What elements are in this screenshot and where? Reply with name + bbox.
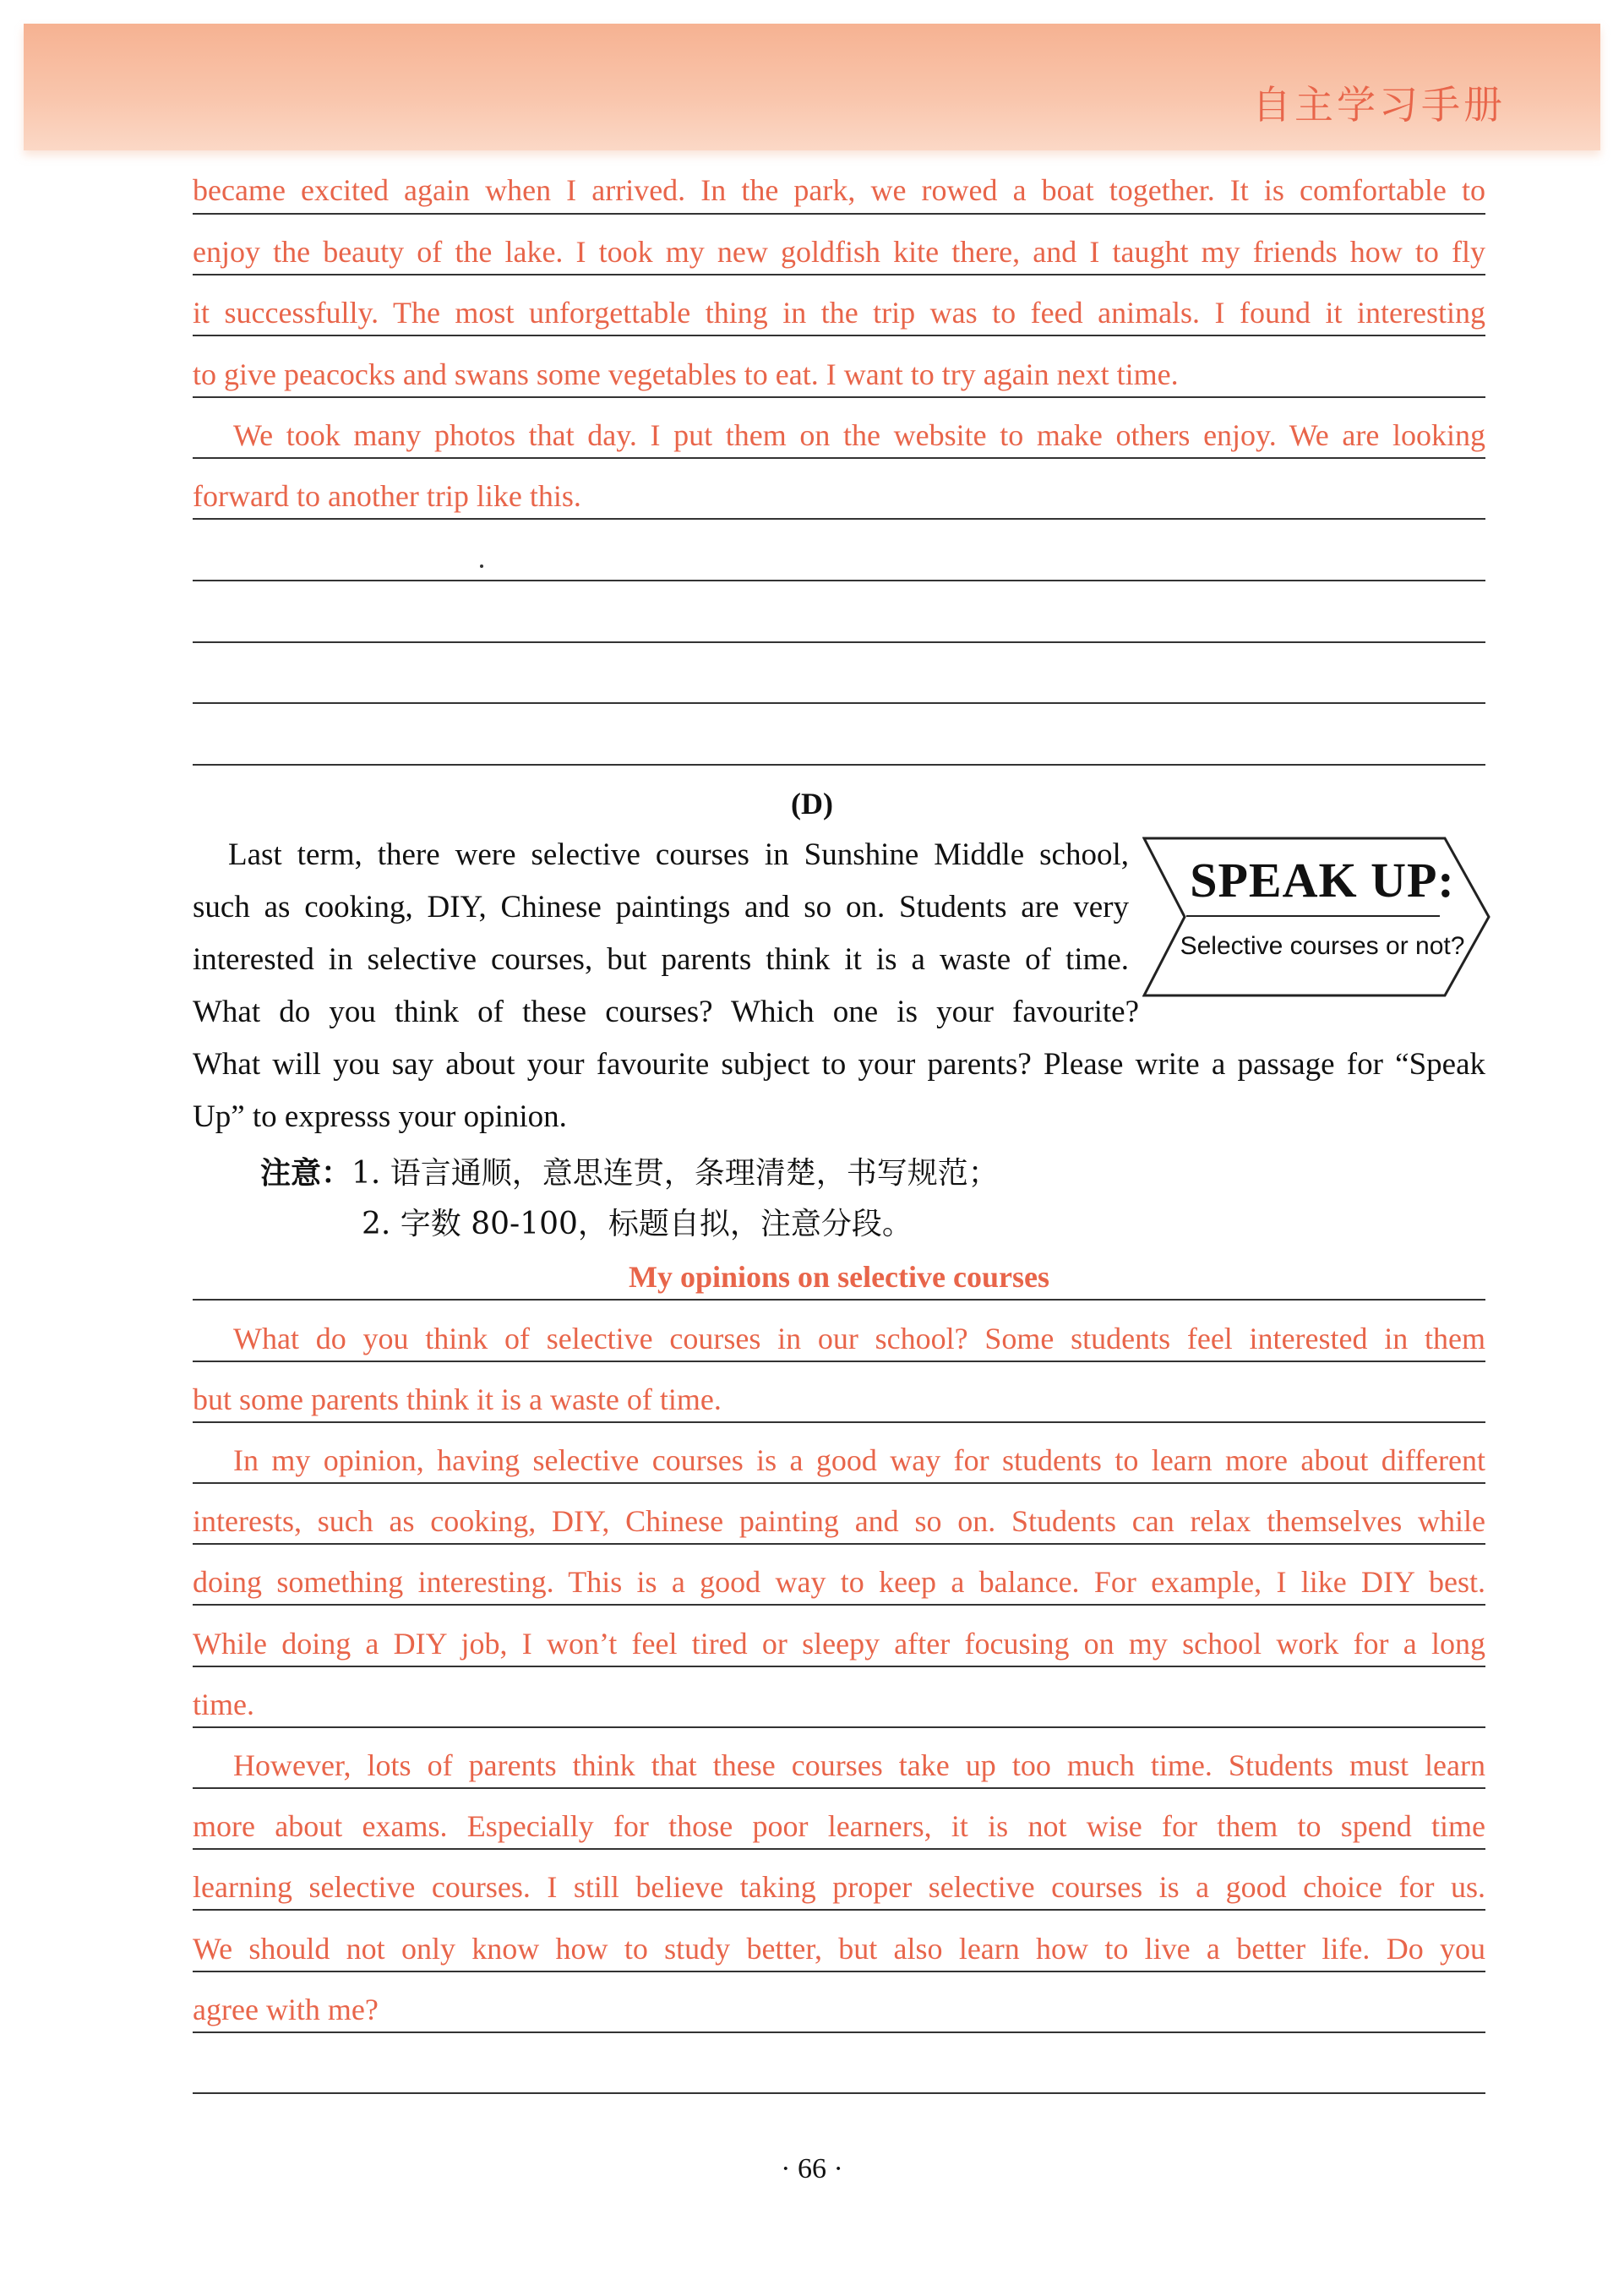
essay-d-line-1: What do you think of selective courses in our school? Some students feel interested in them — [233, 1322, 1485, 1355]
writing-line — [193, 274, 1485, 275]
writing-line — [193, 396, 1485, 398]
speak-up-title: SPEAK UP: — [1190, 853, 1455, 908]
notes-item-1: 1. 语言通顺，意思连贯，条理清楚，书写规范； — [352, 1156, 999, 1191]
writing-line — [193, 764, 1485, 766]
writing-line — [193, 641, 1485, 643]
writing-line — [193, 1361, 1485, 1362]
writing-line — [193, 335, 1485, 336]
essay-title: My opinions on selective courses — [629, 1260, 1049, 1294]
speak-up-subtitle: Selective courses or not? — [1180, 932, 1465, 960]
writing-line — [193, 2031, 1485, 2033]
writing-line — [193, 1482, 1485, 1484]
notes-line-1 — [260, 1149, 999, 1192]
writing-line — [193, 1299, 1485, 1301]
writing-line — [193, 1909, 1485, 1911]
writing-line — [193, 1787, 1485, 1789]
essay-d-line-6: While doing a DIY job, I won’t feel tired or sleepy after focusing on my school work for a long — [193, 1627, 1485, 1661]
writing-line — [193, 702, 1485, 704]
essay-c-line-3: it successfully. The most unforgettable thing in the trip was to feed animals. I found it interesting — [193, 296, 1485, 330]
writing-line — [193, 1726, 1485, 1728]
prompt-line-4: What do you think of these courses? Which one is your favourite? — [193, 995, 1139, 1029]
essay-d-line-5: doing something interesting. This is a good way to keep a balance. For example, I like DIY best. — [193, 1565, 1485, 1599]
essay-c-line-4: to give peacocks and swans some vegetables to eat. I want to try again next time. — [193, 357, 1179, 391]
handbook-title: 自主学习手册 — [1252, 82, 1506, 128]
essay-d-line-11: We should not only know how to study better, but also learn how to live a better life. Do you — [193, 1932, 1485, 1966]
writing-line — [193, 1971, 1485, 1972]
stray-mark — [480, 564, 483, 568]
writing-line — [193, 1421, 1485, 1423]
section-label: (D) — [791, 787, 833, 821]
essay-c-line-1: became excited again when I arrived. In the park, we rowed a boat together. It is comfortable to — [193, 173, 1485, 207]
writing-line — [193, 1848, 1485, 1850]
essay-d-line-7: time. — [193, 1688, 254, 1721]
prompt-line-6: Up” to expresss your opinion. — [193, 1099, 567, 1134]
essay-c-line-6: forward to another trip like this. — [193, 479, 581, 513]
writing-line — [193, 1666, 1485, 1667]
prompt-line-2: such as cooking, DIY, Chinese paintings and so on. Students are very — [193, 890, 1129, 924]
notes-item-2: 2. 字数 80-100，标题自拟，注意分段。 — [362, 1207, 913, 1241]
prompt-line-3: interested in selective courses, but parents think it is a waste of time. — [193, 942, 1129, 977]
essay-c-line-5: We took many photos that day. I put them on the website to make others enjoy. We are looking — [233, 418, 1485, 452]
essay-d-line-4: interests, such as cooking, DIY, Chinese painting and so on. Students can relax themselves while — [193, 1504, 1485, 1538]
prompt-line-1: Last term, there were selective courses in Sunshine Middle school, — [228, 837, 1129, 872]
essay-d-line-3: In my opinion, having selective courses is a good way for students to learn more about different — [233, 1443, 1485, 1477]
page-number: · 66 · — [781, 2153, 843, 2184]
essay-d-line-12: agree with me? — [193, 1993, 379, 2026]
writing-line — [193, 2092, 1485, 2094]
prompt-line-5: What will you say about your favourite subject to your parents? Please write a passage for “Speak — [193, 1047, 1485, 1082]
essay-c-line-2: enjoy the beauty of the lake. I took my new goldfish kite there, and I taught my friends how to fly — [193, 235, 1485, 269]
writing-line — [193, 580, 1485, 581]
writing-line — [193, 1604, 1485, 1606]
writing-line — [193, 518, 1485, 520]
essay-d-line-2: but some parents think it is a waste of time. — [193, 1382, 722, 1416]
essay-d-line-8: However, lots of parents think that these courses take up too much time. Students must learn — [233, 1748, 1485, 1782]
writing-line — [193, 1543, 1485, 1545]
notes-label: 注意： — [260, 1156, 352, 1191]
essay-d-line-9: more about exams. Especially for those poor learners, it is not wise for them to spend time — [193, 1809, 1485, 1843]
writing-line — [193, 457, 1485, 459]
writing-line — [193, 213, 1485, 215]
essay-d-line-10: learning selective courses. I still believe taking proper selective courses is a good choice for us. — [193, 1870, 1485, 1904]
